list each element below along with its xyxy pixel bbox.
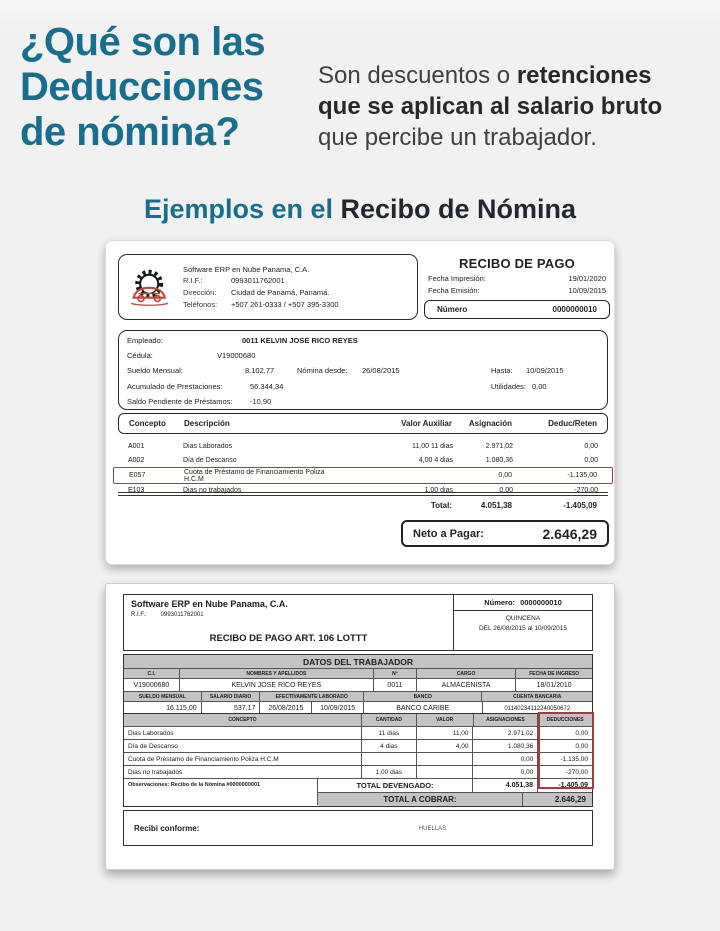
numero-value: 0000000010 [552,305,597,314]
total-cobrar-row [318,792,592,806]
examples-heading-teal: Ejemplos en el [143,194,341,224]
row-deducciones: 0,00 [537,727,592,739]
receipt-1-header-right [424,256,610,319]
neto-value: 2.646,29 [542,525,597,542]
header-valor: VALOR [416,714,473,726]
row-valor: 11,00 [416,727,473,739]
empleado-value: 0011 KELVIN JOSE RICO REYES [242,336,358,345]
concepto-row [124,739,592,752]
concepto-row [124,765,592,778]
concepto-header-row [124,714,592,726]
total-devengado-deducciones: -1.405,09 [537,779,592,792]
cedula-label: Cédula: [127,351,153,360]
value-cuenta-bancaria: 01140234112240050672 [482,702,593,715]
examples-heading [0,194,720,225]
row-aux: 4,00 4 dias [418,456,453,464]
receipt-2 [105,583,615,870]
utilidades-label: Utilidades: [491,382,527,391]
employee-info-box [118,330,608,410]
saldo-label: Saldo Pendiente de Préstamos: [127,397,233,406]
fecha-impresion-row [424,274,610,283]
utilidades-value: 0,00 [532,382,547,391]
row-valor [416,766,473,778]
concepto-row [124,752,592,765]
header-cantidad: CANTIDAD [361,714,416,726]
row-cantidad: 4 dias [361,740,416,752]
company-rif [183,275,339,287]
row-desc: Día de Descanso [128,742,178,750]
rif-value: 0993011762001 [160,612,204,618]
title-line-3: de nómina? [20,109,240,154]
concepts-table-header [118,413,608,434]
header-deduc-reten: Deduc/Reten [548,419,597,428]
total-devengado-row [318,779,592,792]
value-banco: BANCO CARIBE [363,702,481,715]
intro-bold-text: que se aplican al salario bruto [318,93,663,121]
receipt-2-number-cell [454,595,592,650]
row-deduc: 0,00 [584,456,598,464]
value-cargo: ALMACENISTA [416,679,516,691]
total-cobrar-value: 2.646,29 [522,793,592,806]
total-asignacion: 4.051,38 [480,501,512,510]
row-code: E057 [129,472,146,479]
fecha-impresion-value: 19/01/2020 [568,274,606,283]
total-devengado-label: TOTAL DEVENGADO: [356,781,434,790]
recibi-conforme-label: Recibi conforme: [134,824,200,833]
numero-label: Número [437,305,468,314]
nomina-desde-label: Nómina desde: [297,366,348,375]
value-nombres: KELVIN JOSE RICO REYES [179,679,373,691]
empleado-label: Empleado: [127,336,163,345]
datos-value-row-1 [124,678,592,691]
value-sueldo-mensual: 16.115,00 [166,705,197,712]
row-cantidad: 1.00 dias [361,766,416,778]
value-numero: 0011 [373,679,416,691]
total-label: Total: [430,501,452,510]
table-row [118,440,608,454]
value-ci: V19000680 [133,681,170,689]
receipt-1 [105,240,615,565]
datos-header-row-1 [124,668,592,678]
row-aux: 1.00 dias [424,487,453,495]
row-desc: Dias Laborados [128,729,174,737]
row-asignaciones: 0,00 [472,766,537,778]
intro-paragraph [318,60,708,154]
datos-title: DATOS DEL TRABAJADOR [124,655,592,668]
header-cargo: CARGO [416,669,516,678]
concepto-row [124,726,592,739]
header-descripcion: Descripción [184,419,230,428]
total-deduccion: -1.405,09 [563,501,597,510]
periodo-range: DEL 26/08/2015 al 10/09/2015 [479,625,567,632]
numero-row [454,595,592,611]
row-deducciones: -270,00 [537,766,592,778]
intro-line-1 [318,60,708,91]
datos-header-row-2 [124,691,592,701]
title-line-2: Deducciones [20,64,264,109]
row-asig: 1.080,36 [485,456,513,464]
rif-label: R.I.F.: [131,612,147,618]
sueldo-label: Sueldo Mensual: [127,366,183,375]
sueldo-value: 8.102,77 [245,366,275,375]
datos-trabajador-table [123,654,593,716]
header-deducciones: DEDUCCIONES [537,714,592,726]
row-asignaciones: 1.080,36 [472,740,537,752]
row-deduc: -270,00 [574,487,598,495]
receipt-1-title: RECIBO DE PAGO [459,256,575,271]
intro-bold-text: retenciones [516,62,652,89]
row-code: E103 [128,487,145,495]
row-desc: Cuota de Préstamo de Financiamiento Poliza H.C.M [184,468,325,483]
hasta-value: 10/09/2015 [526,366,564,375]
header-valor-auxiliar: Valor Auxiliar [401,419,452,428]
total-cobrar-label: TOTAL A COBRAR: [318,793,522,806]
address-label: Dirección: [183,288,217,297]
fecha-impresion-label: Fecha Impresión: [428,274,486,283]
row-asig: 2.971,02 [485,443,513,451]
company-name: Software ERP en Nube Panama, C.A. [183,264,310,274]
recibi-conforme-box [123,810,593,846]
receipt-2-header [123,594,593,651]
fecha-emision-row [424,286,610,295]
value-laborado-hasta: 10/09/2015 [311,702,363,715]
company-info-box [118,254,418,320]
header-concepto: CONCEPTO [124,714,361,726]
company-logo-icon [127,266,173,308]
intro-line-3: que percibe un trabajador. [318,124,597,152]
total-devengado-asignaciones: 4.051,38 [472,779,537,792]
concepto-bottom-rows [124,778,592,806]
header-sueldo-mensual: SUELDO MENSUAL [124,692,201,701]
row-valor: 4,00 [416,740,473,752]
row-desc: Cuota de Préstamo de Financiamiento Poliza H.C.M [128,755,279,763]
cedula-value: V19000680 [217,351,256,360]
company-address [183,287,339,299]
row-deducciones: 0,00 [537,740,592,752]
row-desc: Dias no trabajados [128,768,183,776]
phones-value: +507 261-0333 / +507 395-3300 [231,299,339,309]
neto-label: Neto a Pagar: [413,527,484,540]
value-salario-diario: 537,17 [201,702,260,715]
fecha-emision-label: Fecha Emisión: [428,286,480,295]
header-salario-diario: SALARIO DIARIO [201,692,260,701]
row-asignaciones: 0,00 [472,753,537,765]
fecha-emision-value: 10/09/2015 [568,286,606,295]
nomina-desde-value: 26/08/2015 [362,366,400,375]
observaciones-cell: Observaciones: Recibo de la Nómina #0000000001 [124,779,318,805]
value-fecha-ingreso: 18/01/2010 [515,679,592,691]
row-aux: 11,00 11 dias [412,443,453,451]
periodo-label: QUINCENA [505,615,541,622]
header-numero: Nº [373,669,416,678]
row-desc: Dias no trabajados [183,487,242,495]
company-rif [131,612,446,618]
header-efectivamente-laborado: EFECTIVAMENTE LABORADO [259,692,363,701]
row-cantidad: 11 dias [361,727,416,739]
row-deduc: 0,00 [584,443,598,451]
row-deduc: -1.135,00 [567,472,597,479]
saldo-value: -10,90 [250,397,272,406]
row-desc: Día de Descanso [183,456,237,464]
neto-a-pagar-box [401,520,609,547]
phones-label: Teléfonos: [183,299,218,309]
numero-box [424,300,610,319]
header-asignaciones: ASIGNACIONES [473,714,538,726]
header-banco: BANCO [363,692,482,701]
company-text [183,264,339,311]
row-asig: 0,00 [499,487,513,495]
examples-heading-dark: Recibo de Nómina [340,194,577,224]
header-asignacion: Asignación [468,419,512,428]
rif-value: 0993011762001 [231,276,285,286]
company-name: Software ERP en Nube Panama, C.A. [131,599,288,609]
intro-regular-text: Son descuentos o [318,62,517,89]
row-code: A001 [128,443,145,451]
header-concepto: Concepto [129,419,166,428]
totals-column [318,779,592,806]
intro-line-2 [318,91,708,122]
row-deducciones: -1.135,00 [537,753,592,765]
header-fecha-ingreso: FECHA DE INGRESO [515,669,592,678]
address-value: Ciudad de Panamá, Panamá. [231,288,330,297]
acumulado-label: Acumulado de Prestaciones: [127,382,223,391]
rif-label: R.I.F.: [183,276,203,286]
header-ci: C.I. [124,669,179,678]
table-row [118,454,608,468]
receipt-2-title: RECIBO DE PAGO ART. 106 LOTTT [209,633,368,644]
table-row-highlighted-deduction [113,467,613,484]
receipt-2-company-cell [124,595,454,650]
concepto-table [123,713,593,807]
numero-label: Número: [484,598,516,607]
row-cantidad [361,753,416,765]
totals-row [118,492,608,510]
title-line-1: ¿Qué son las [20,20,266,64]
page-title [20,20,265,154]
row-valor [416,753,473,765]
row-asig: 0,00 [498,472,512,479]
concepts-table-rows [118,440,608,498]
value-laborado-desde: 26/08/2015 [259,702,311,715]
header-cuenta-bancaria: CUENTA BANCARIA [481,692,592,701]
huellas-label: HUELLAS [418,826,447,832]
company-phones [183,299,339,311]
row-desc: Dias Laborados [183,443,233,451]
hasta-label: Hasta: [491,366,513,375]
header-nombres: NOMBRES Y APELLIDOS [179,669,373,678]
row-asignaciones: 2.971,02 [472,727,537,739]
row-code: A002 [128,456,145,464]
acumulado-value: 56.344,34 [250,382,284,391]
numero-value: 0000000010 [520,598,562,607]
